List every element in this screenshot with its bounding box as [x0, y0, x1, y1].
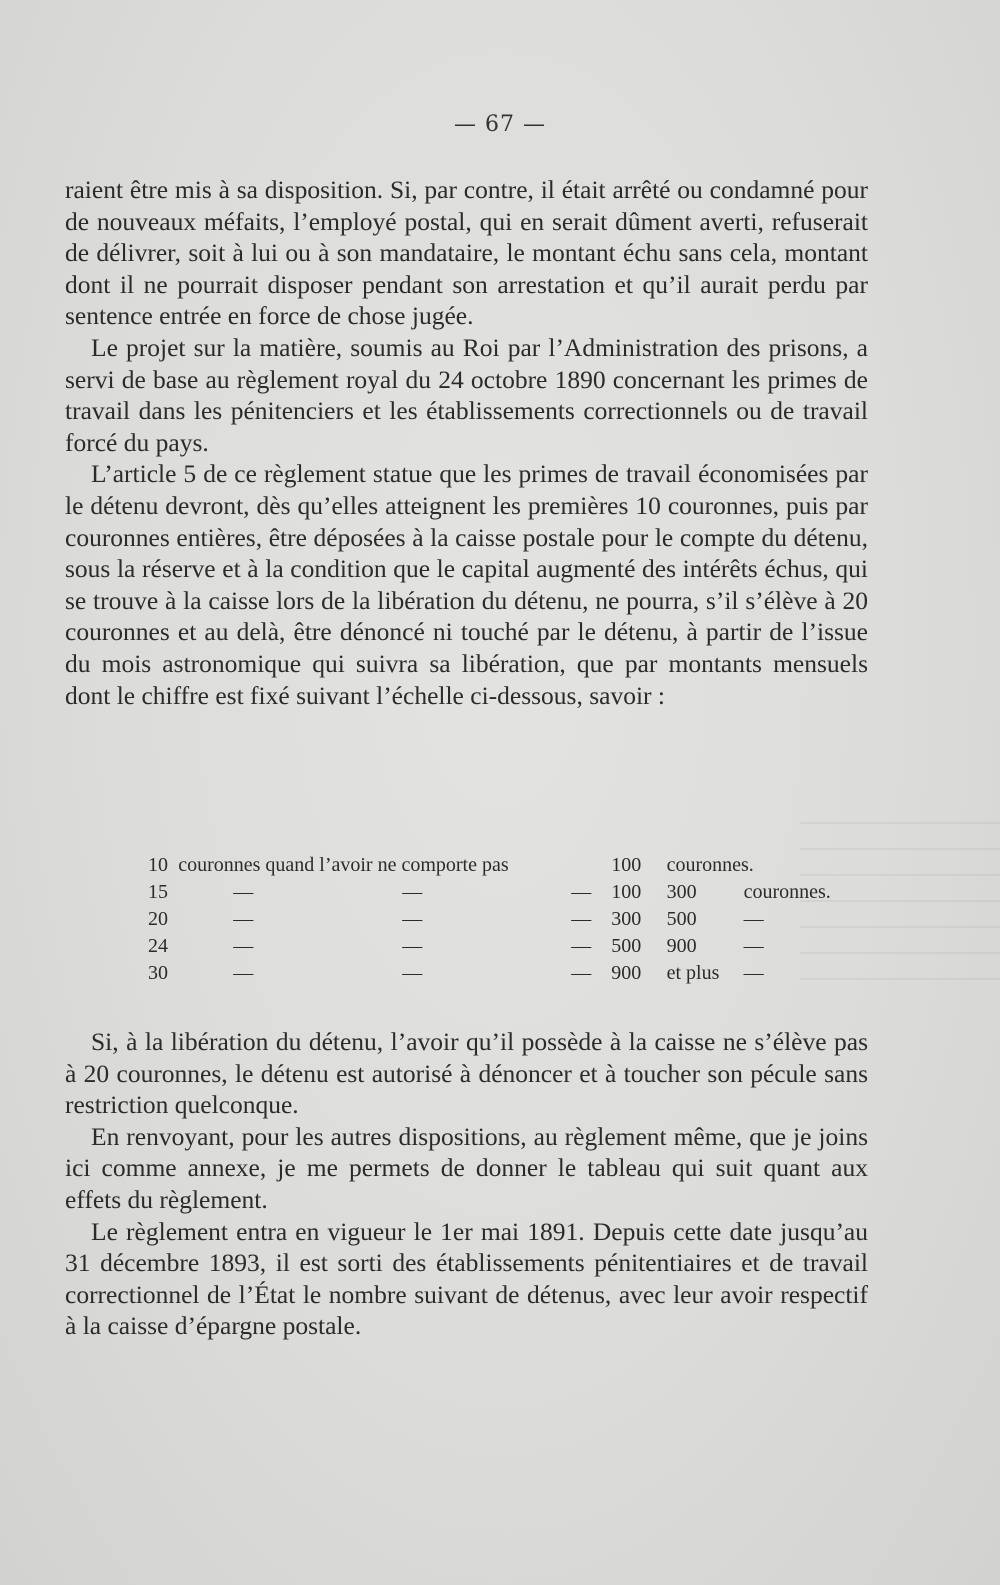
description-text: couronnes quand l’avoir ne comporte pas [178, 854, 509, 876]
to-unit: — [743, 962, 764, 984]
ditto-cell [178, 933, 611, 960]
ditto-dash: — [571, 908, 592, 930]
to-cell [667, 906, 868, 933]
from-cell: 300 [611, 908, 642, 930]
table-row [148, 879, 868, 906]
to-cell [667, 960, 868, 987]
table-row [148, 906, 868, 933]
top-text-block [65, 174, 868, 711]
ditto-dash: — [571, 881, 592, 903]
ditto-dash: — [402, 935, 423, 957]
page-number: — 67 — [454, 112, 546, 137]
to-value: 300 [666, 881, 697, 903]
to-unit: couronnes. [743, 881, 831, 903]
paragraph-vigueur: Le règlement entra en vigueur le 1er mai 1891. Depuis cette date jusqu’au 31 décembre 1893, il est sorti des établissements pénitentiaires et de travail correctionnel de l’État le nombre suivant de détenus, avec leur avoir respectif à la caisse d’épargne postale. [65, 1216, 868, 1341]
paragraph-article-5: L’article 5 de ce règlement statue que les primes de travail économisées par le détenu devront, dès qu’elles atteignent les premières 10 couronnes, puis par couronnes entières, être déposées à la caisse postale pour le compte du détenu, sous la réserve et à la condition que le capital augmenté des intérêts échus, qui se trouve à la caisse lors de la libération du détenu, ne pourra, s’il s’élève à 20 couronnes et au delà, être dénoncé ni touché par le détenu, à partir de l’issue du mois astronomique qui suivra sa libération, que par montants mensuels dont le chiffre est fixé suivant l’échelle ci-dessous, savoir : [65, 459, 868, 710]
to-cell [667, 879, 868, 906]
monthly-scale-table [148, 852, 868, 987]
ditto-dash: — [233, 962, 254, 984]
to-unit: — [743, 935, 764, 957]
ditto-cell [178, 879, 611, 906]
ditto-dash: — [571, 962, 592, 984]
from-cell: 100 [611, 881, 642, 903]
ditto-dash: — [233, 881, 254, 903]
ditto-cell [178, 960, 611, 987]
amount-cell: 10 [148, 854, 168, 876]
ditto-dash: — [233, 908, 254, 930]
description-cell [178, 852, 611, 879]
to-unit: — [743, 908, 764, 930]
ditto-cell [178, 906, 611, 933]
from-cell: 100 [611, 854, 642, 876]
from-cell: 900 [611, 962, 642, 984]
ditto-dash: — [402, 881, 423, 903]
amount-cell: 30 [148, 962, 168, 984]
ditto-dash: — [571, 935, 592, 957]
bottom-text-block [65, 1026, 868, 1342]
to-cell [667, 933, 868, 960]
table-row [148, 933, 868, 960]
amount-cell: 24 [148, 935, 168, 957]
paragraph-renvoyant: En renvoyant, pour les autres dispositions, au règlement même, que je joins ici comme annexe, je me permets de donner le tableau qui suit quant aux effets du règlement. [65, 1121, 868, 1214]
to-cell: couronnes. [666, 854, 754, 876]
table-row [148, 852, 868, 879]
to-value: 900 [666, 935, 697, 957]
amount-cell: 15 [148, 881, 168, 903]
ditto-dash: — [402, 908, 423, 930]
ditto-dash: — [233, 935, 254, 957]
paragraph-continuation: raient être mis à sa disposition. Si, par contre, il était arrêté ou condamné pour de nouveaux méfaits, l’employé postal, qui en serait dûment averti, refuserait de délivrer, soit à lui ou à son mandataire, le montant échu sans cela, montant dont il ne pourrait disposer pendant son arrestation et qu’il aurait perdu par sentence entrée en force de chose jugée. [65, 175, 868, 331]
to-value: 500 [666, 908, 697, 930]
paragraph-liberation: Si, à la libération du détenu, l’avoir qu’il possède à la caisse ne s’élève pas à 20 couronnes, le détenu est autorisé à dénoncer et à toucher son pécule sans restriction quelconque. [65, 1027, 868, 1120]
from-cell: 500 [611, 935, 642, 957]
ditto-dash: — [402, 962, 423, 984]
paragraph-projet: Le projet sur la matière, soumis au Roi par l’Administration des prisons, a servi de base au règlement royal du 24 octobre 1890 concernant les primes de travail dans les pénitenciers et les établissements correctionnels ou de travail forcé du pays. [65, 332, 868, 457]
amount-cell: 20 [148, 908, 168, 930]
table-row [148, 960, 868, 987]
to-value: et plus [666, 962, 720, 984]
